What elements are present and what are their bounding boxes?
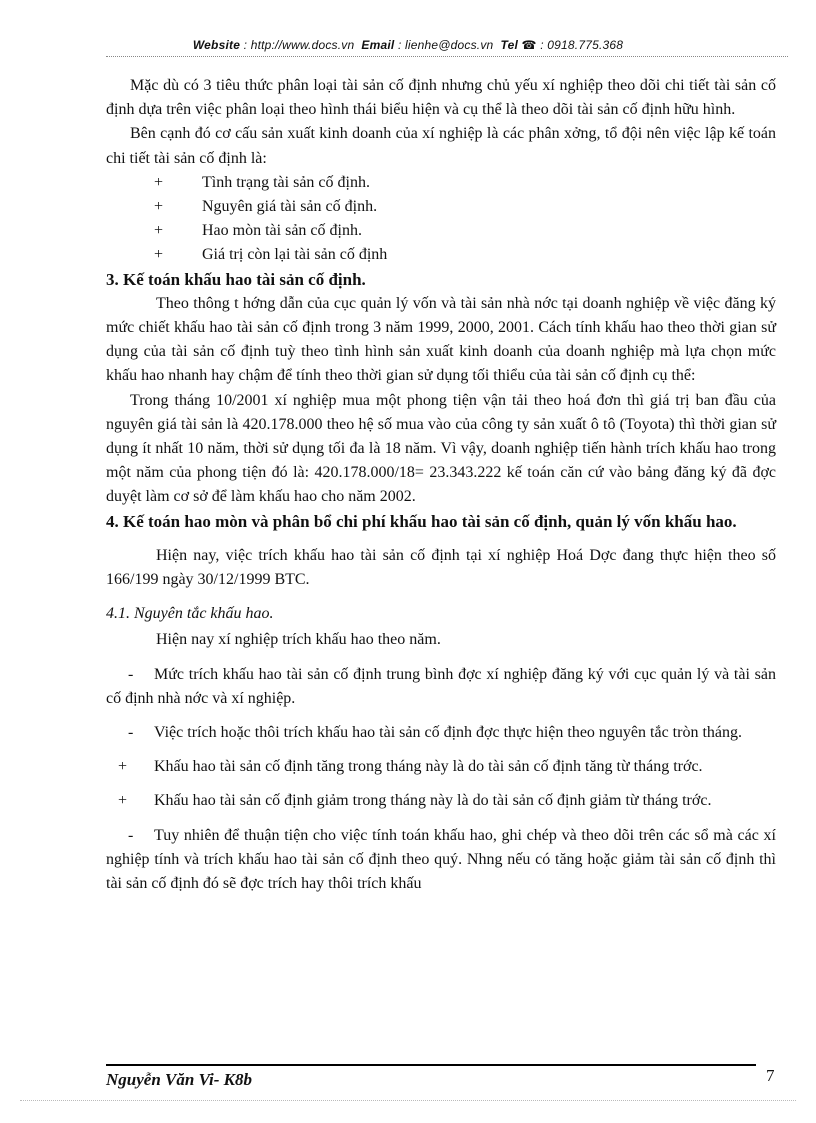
list-item-text: Việc trích hoặc thôi trích khấu hao tài sản cố định đợc thực hiện theo nguyên tắc tròn tháng. [154,724,742,742]
footer-divider [106,1064,756,1066]
list-item [106,755,776,779]
detail-list [106,171,776,268]
list-item-text: Nguyên giá tài sản cố định. [202,198,378,216]
list-item [106,721,776,745]
list-item [106,824,776,897]
paragraph-1: Mặc dù có 3 tiêu thức phân loại tài sản cố định nhưng chủ yếu xí nghiệp theo dõi chi tiết tài sản cố định dựa trên việc phân loại theo hình thái biểu hiện và cụ thể là theo dõi tài sản cố định hữu hình. [106,77,776,119]
list-item [106,219,776,243]
dash-bullet: - [128,826,134,844]
plus-bullet: + [154,246,164,264]
section-heading-4: 4. Kế toán hao mòn và phân bổ chi phí khấu hao tài sản cố định, quản lý vốn khấu hao. [106,511,737,531]
page-number: 7 [766,1066,775,1085]
plus-bullet: + [154,198,164,216]
list-item-text: Mức trích khấu hao tài sản cố định trung bình đợc xí nghiệp đăng ký với cục quản lý và tài sản cố định nhà nớc và xí nghiệp. [106,665,776,707]
email-value: : lienhe@docs.vn [397,38,494,52]
list-item-text: Hao mòn tài sản cố định. [202,222,362,240]
subsection-heading-4-1: 4.1. Nguyên tắc khấu hao. [106,605,274,623]
list-item-text: Tình trạng tài sản cố định. [202,173,370,191]
page-bottom-divider [20,1100,796,1101]
list-item [106,243,776,267]
paragraph-6: Hiện nay xí nghiệp trích khấu hao theo năm. [156,631,441,649]
paragraph-2: Bên cạnh đó cơ cấu sản xuất kinh doanh của xí nghiệp là các phân xởng, tổ đội nên việc lập kế toán chi tiết tài sản cố định là: [106,125,776,167]
section-heading-3: 3. Kế toán khấu hao tài sản cố định. [106,269,366,289]
dash-bullet: - [128,724,134,742]
list-item-text: Giá trị còn lại tài sản cố định [202,246,388,264]
list-item-text: Khấu hao tài sản cố định giảm trong tháng này là do tài sản cố định giảm từ tháng trớc. [154,792,712,810]
list-item-text: Tuy nhiên để thuận tiện cho việc tính toán khấu hao, ghi chép và theo dõi trên các sổ mà các xí nghiệp tính và trích khấu hao tài sản cố định theo quý. Nhng nếu có tăng hoặc giảm tài sản cố định thì tài sản cố định đó sẽ đợc trích hay thôi trích khấu [106,826,776,893]
header-divider [106,56,788,57]
website-label: Website [192,38,241,52]
list-item-text: Khấu hao tài sản cố định tăng trong tháng này là do tài sản cố định tăng từ tháng trớc. [154,758,703,776]
email-label: Email [361,38,395,52]
paragraph-3: Theo thông t hớng dẫn của cục quản lý vốn và tài sản nhà nớc tại doanh nghiệp về việc đăng ký mức chiết khấu hao tài sản cố định trong 3 năm 1999, 2000, 2001. Cách tính khấu hao theo thời gian sử dụng của tài sản cố định tuỳ theo tình hình sản xuất kinh doanh của doanh nghiệp mà lựa chọn mức khấu hao nhanh hay chậm để tính theo thời gian sử dụng tối thiểu của tài sản cố định cụ thể: [106,294,776,385]
paragraph-5: Hiện nay, việc trích khấu hao tài sản cố định tại xí nghiệp Hoá Dợc đang thực hiện theo số 166/199 ngày 30/12/1999 BTC. [106,546,776,589]
list-item [106,663,776,711]
page-header [0,38,816,52]
plus-bullet: + [154,173,164,191]
list-item [106,789,776,813]
paragraph-4: Trong tháng 10/2001 xí nghiệp mua một phong tiện vận tải theo hoá đơn thì giá trị ban đầu của nguyên giá tài sản là 420.178.000 theo hệ số mua vào của công ty sản xuất ô tô (Toyota) thì thời gian sử dụng ít nhất 10 năm, thời sử dụng tối đa là 18 năm. Vì vậy, doanh nghiệp tiến hành trích khấu hao trong một năm của phong tiện đó là: 420.178.000/18= 23.343.222 kế toán căn cứ vào bảng đăng ký đã đợc duyệt làm cơ sở để làm khấu hao cho năm 2002. [106,391,776,506]
plus-bullet: + [154,222,164,240]
list-item [106,195,776,219]
website-value: : http://www.docs.vn [243,38,355,52]
tel-label: Tel [500,38,518,52]
plus-bullet: + [118,758,128,776]
footer-author: Nguyễn Văn Vi- K8b [106,1070,252,1089]
dash-bullet: - [128,665,134,683]
plus-bullet: + [118,792,128,810]
tel-value: ☎ : 0918.775.368 [521,38,624,52]
list-item [106,171,776,195]
document-body [106,74,776,896]
